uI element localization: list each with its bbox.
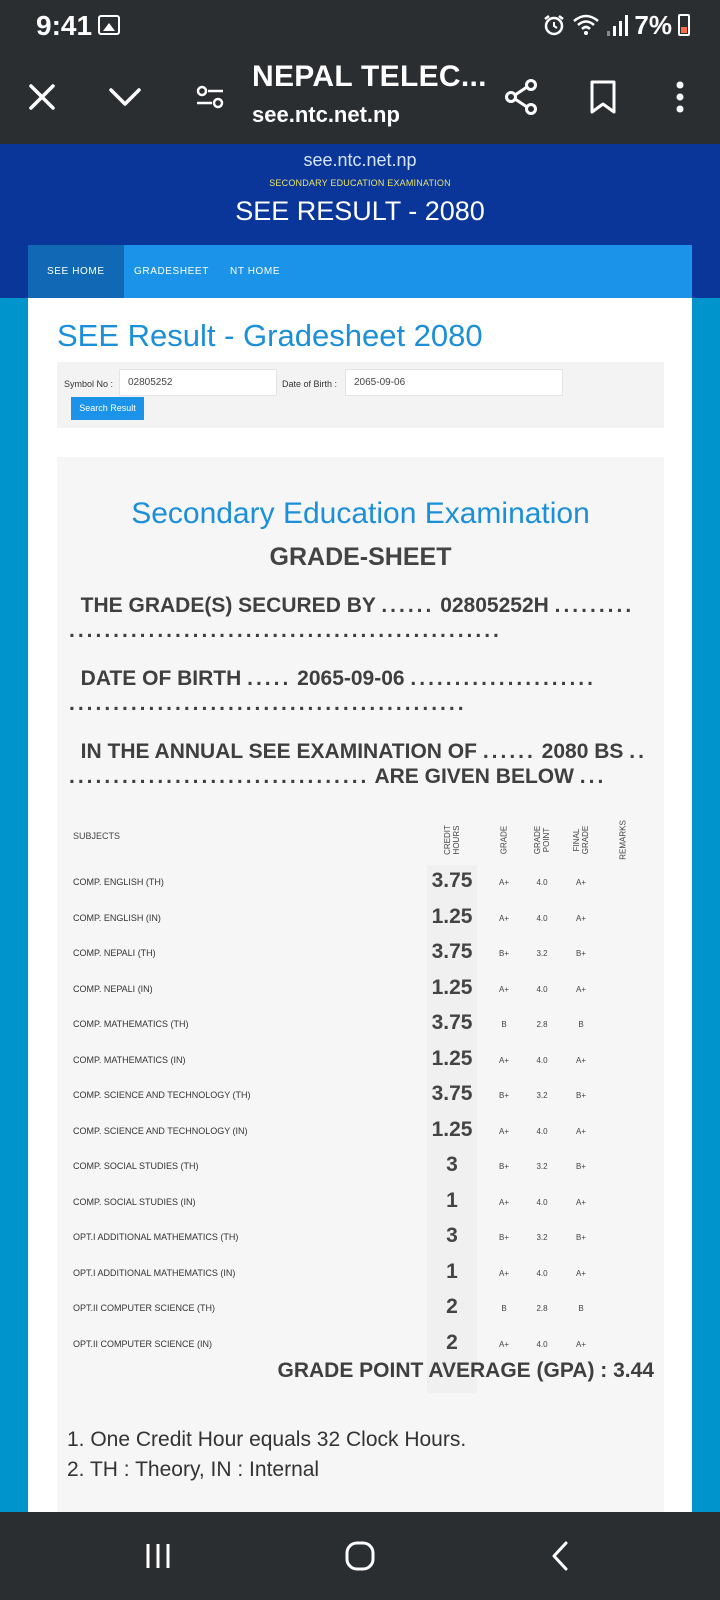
header-credit-hours: CREDIT HOURS [443,825,461,855]
browser-url[interactable]: see.ntc.net.np [252,102,400,127]
final-grade-cell: A+ [575,913,586,923]
nav-gradesheet[interactable]: GRADESHEET [134,266,209,277]
tune-icon [195,82,225,112]
table-row [63,936,648,972]
gradesheet-title: GRADE-SHEET [269,543,452,571]
note-item: 1. One Credit Hour equals 32 Clock Hours. [67,1428,467,1451]
table-header [63,815,648,865]
credit-hours-cell: 3 [446,1153,458,1176]
subject-cell: OPT.I ADDITIONAL MATHEMATICS (IN) [73,1267,236,1278]
table-body [63,865,648,1362]
main-nav [28,245,692,298]
final-grade-cell: A+ [575,1339,586,1349]
credit-hours-cell: 3.75 [431,1011,473,1034]
credit-hours-cell: 2 [446,1330,458,1354]
subject-cell: COMP. NEPALI (IN) [73,983,153,994]
credit-hours-cell: 1 [446,1188,458,1212]
wifi-icon [572,13,600,37]
site-subtitle: SECONDARY EDUCATION EXAMINATION [269,178,451,188]
grade-point-cell: 4.0 [536,878,548,887]
subject-cell: OPT.I ADDITIONAL MATHEMATICS (TH) [73,1232,239,1242]
grade-point-cell: 4.0 [536,1339,548,1349]
subject-cell: OPT.II COMPUTER SCIENCE (IN) [73,1338,213,1349]
share-icon [504,79,538,115]
credit-hours-cell: 3.75 [431,869,473,892]
grade-cell: A+ [498,878,509,887]
subject-cell: COMP. SOCIAL STUDIES (TH) [73,1161,199,1171]
browser-toolbar [0,50,720,144]
final-grade-cell: B [578,1304,584,1313]
annual-label: IN THE ANNUAL SEE EXAMINATION OF [80,740,477,763]
grade-cell: A+ [498,1197,509,1207]
bookmark-button[interactable] [578,72,628,122]
final-grade-cell: A+ [575,878,586,887]
minimize-button[interactable] [100,72,150,122]
gpa-line [277,1359,654,1383]
header-subjects: SUBJECTS [73,831,121,841]
status-bar [0,0,720,50]
final-grade-cell: A+ [575,1268,586,1278]
table-row [63,1114,648,1150]
battery-icon [678,14,690,36]
gallery-notification-icon [98,15,120,35]
gpa-value: 3.44 [613,1359,654,1382]
page-title: SEE Result - Gradesheet 2080 [57,318,483,353]
battery-percent: 7% [634,9,672,40]
table-row [63,1043,648,1079]
subject-cell: COMP. ENGLISH (IN) [73,912,161,923]
search-result-button[interactable]: Search Result [71,397,144,420]
credit-hours-cell: 1.25 [431,975,473,999]
table-row [63,1185,648,1221]
grade-cell: A+ [498,1268,509,1278]
exam-title: Secondary Education Examination [131,497,590,530]
nav-nt-home[interactable]: NT HOME [230,266,281,277]
share-button[interactable] [496,72,546,122]
table-row [63,1256,648,1292]
recent-apps-icon [143,1541,173,1571]
alarm-icon [542,13,566,37]
grades-table [63,815,648,1362]
credit-hours-cell: 1.25 [431,904,473,928]
grade-cell: B [501,1020,507,1029]
final-grade-cell: B+ [575,1233,586,1242]
credit-hours-cell: 3.75 [431,940,473,963]
note-item: 2. TH : Theory, IN : Internal [67,1458,320,1481]
header-remarks: REMARKS [618,820,628,860]
grade-cell: A+ [498,913,509,923]
header-grade-point: GRADE POINT [533,825,551,855]
credit-hours-cell: 3.75 [431,1082,473,1105]
final-grade-cell: A+ [575,1197,586,1207]
annual-line: IN THE ANNUAL SEE EXAMINATION OF ...... 2080 BS .. .................................. ARE GIVEN BELOW ... [69,740,647,788]
grade-point-cell: 4.0 [536,1055,548,1065]
table-row [63,1291,648,1327]
table-row [63,1149,648,1185]
grade-point-cell: 4.0 [536,1268,548,1278]
subject-cell: COMP. SCIENCE AND TECHNOLOGY (IN) [73,1125,248,1136]
grade-point-cell: 4.0 [536,1126,548,1136]
status-time: 9:41 [36,10,93,41]
grade-cell: B+ [498,1233,509,1242]
back-button[interactable] [530,1532,590,1580]
gpa-label: GRADE POINT AVERAGE (GPA) : [277,1359,608,1382]
subject-cell: COMP. MATHEMATICS (TH) [73,1019,189,1029]
table-row [63,1007,648,1043]
table-row [63,1220,648,1256]
grade-point-cell: 4.0 [536,984,548,994]
header-grade: GRADE [499,825,509,855]
dob-label: Date of Birth : [282,379,338,389]
table-row [63,901,648,937]
credit-hours-cell: 1 [446,1259,458,1283]
final-grade-cell: A+ [575,984,586,994]
table-row [63,865,648,901]
main-content [28,298,692,1512]
secured-by-line: THE GRADE(S) SECURED BY ...... 02805252H ......... ................................................. [69,594,635,642]
site-settings-button[interactable] [185,72,235,122]
grade-point-cell: 3.2 [536,1162,548,1171]
table-row [63,1078,648,1114]
chevron-down-icon [108,86,142,108]
search-form [57,362,664,428]
table-row [63,972,648,1008]
grade-cell: B+ [498,1091,509,1100]
header-final-grade: FINAL GRADE [572,825,590,855]
grade-cell: B [501,1304,507,1313]
symbol-label: Symbol No : [64,379,114,389]
home-icon [344,1540,376,1572]
subject-cell: COMP. NEPALI (TH) [73,948,156,958]
dob-input[interactable]: 2065-09-06 [345,369,563,396]
back-icon [549,1540,571,1572]
signal-icon [606,13,628,37]
close-button[interactable] [17,72,67,122]
credit-hours-cell: 1.25 [431,1046,473,1070]
table-row [63,1327,648,1363]
final-grade-cell: B [578,1020,584,1029]
home-button[interactable] [330,1532,390,1580]
symbol-input[interactable]: 02805252 [119,369,277,396]
grade-cell: A+ [498,1055,509,1065]
final-grade-cell: A+ [575,1126,586,1136]
final-grade-cell: B+ [575,1091,586,1100]
subject-cell: COMP. SOCIAL STUDIES (IN) [73,1196,196,1207]
final-grade-cell: B+ [575,1162,586,1171]
credit-hours-cell: 1.25 [431,1117,473,1141]
grade-point-cell: 2.8 [536,1020,548,1029]
bookmark-icon [589,79,617,115]
grade-cell: A+ [498,984,509,994]
site-domain: see.ntc.net.np [303,150,417,170]
grade-cell: B+ [498,949,509,958]
status-icons [542,10,690,40]
dob-line: DATE OF BIRTH ..... 2065-09-06 ..................... ............................................. [69,667,596,715]
recent-apps-button[interactable] [128,1532,188,1580]
site-title: SEE RESULT - 2080 [235,196,485,226]
credit-hours-cell: 3 [446,1224,458,1247]
grade-point-cell: 3.2 [536,1091,548,1100]
subject-cell: OPT.II COMPUTER SCIENCE (TH) [73,1303,216,1313]
browser-title: NEPAL TELEC... [252,60,487,93]
more-vert-icon [675,80,685,114]
close-icon [27,82,57,112]
subject-cell: COMP. SCIENCE AND TECHNOLOGY (TH) [73,1090,251,1100]
exam-year: 2080 BS [541,740,624,763]
subject-cell: COMP. ENGLISH (TH) [73,877,164,887]
secured-by-label: THE GRADE(S) SECURED BY [80,594,376,617]
final-grade-cell: A+ [575,1055,586,1065]
grade-sheet [57,457,664,1512]
grade-point-cell: 2.8 [536,1304,548,1313]
grade-point-cell: 4.0 [536,913,548,923]
subject-cell: COMP. MATHEMATICS (IN) [73,1054,186,1065]
grade-cell: A+ [498,1126,509,1136]
notes [67,1425,466,1485]
nav-see-home[interactable]: SEE HOME [28,245,124,298]
grade-point-cell: 3.2 [536,949,548,958]
symbol-number: 02805252H [440,594,549,617]
grade-cell: A+ [498,1339,509,1349]
grade-point-cell: 3.2 [536,1233,548,1242]
credit-hours-cell: 2 [446,1295,458,1318]
given-below-label: ARE GIVEN BELOW [374,765,574,788]
final-grade-cell: B+ [575,949,586,958]
grade-cell: B+ [498,1162,509,1171]
system-nav-bar [0,1512,720,1600]
dob-text-label: DATE OF BIRTH [80,667,242,690]
grade-point-cell: 4.0 [536,1197,548,1207]
more-options-button[interactable] [655,72,705,122]
dob-value: 2065-09-06 [297,667,405,690]
